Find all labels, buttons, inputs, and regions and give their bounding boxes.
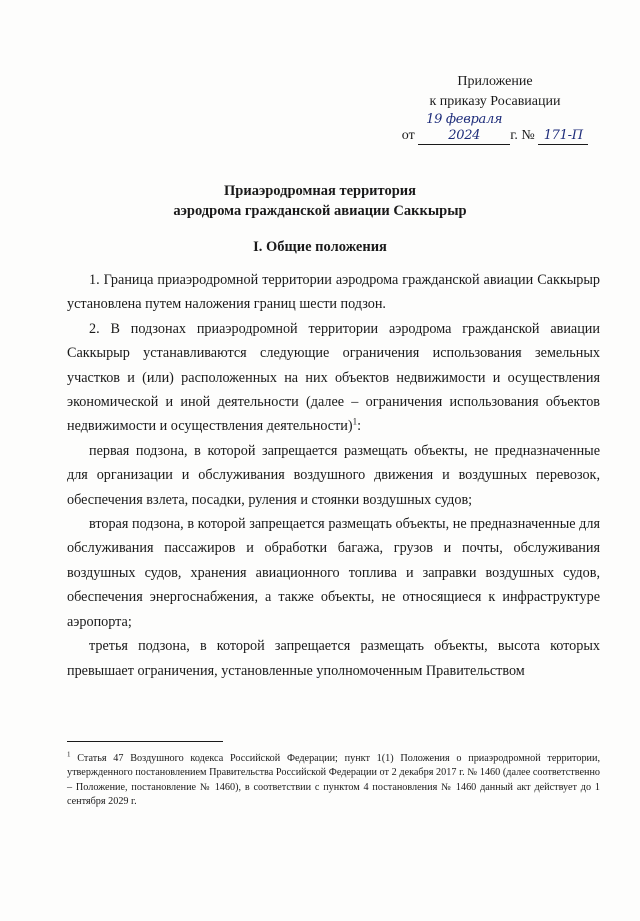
appendix-date-prefix: от	[401, 128, 415, 143]
paragraph-subzone-1: первая подзона, в которой запрещается размещать объекты, не предназначенные для организации и обслуживания воздушного движения и воздушных перевозок, обеспечения взлета, посадки, руления и стоянки воздушных судов;	[67, 442, 600, 508]
paragraph-subzone-2: вторая подзона, в которой запрещается размещать объекты, не предназначенные для обслуживания пассажиров и обработки багажа, грузов и почты, обслуживания воздушных судов, хранения авиационного топлива и заправки воздушных судов, обеспечения энергоснабжения, а также объекты, не относящиеся к инфраструктуре аэропорта;	[67, 516, 600, 630]
handwritten-number: 171-П	[543, 128, 583, 143]
title-line-2: аэродрома гражданской авиации Саккырыр	[173, 203, 467, 219]
paragraph-2	[67, 317, 600, 439]
appendix-date-number-line	[395, 112, 595, 146]
appendix-number-blank	[538, 128, 588, 145]
paragraph-subzone-3: третья подзона, в которой запрещается размещать объекты, высота которых превышает ограничения, установленные уполномоченным Правительством	[67, 638, 600, 679]
title-line-1: Приаэродромная территория	[224, 183, 416, 199]
document-body	[67, 268, 600, 683]
appendix-block	[395, 72, 595, 146]
section-heading: I. Общие положения	[253, 239, 387, 255]
footnote	[67, 752, 600, 809]
paragraph-1: 1. Граница приаэродромной территории аэродрома гражданской авиации Саккырыр установлена путем наложения границ шести подзон.	[67, 272, 600, 313]
handwritten-date: 19 февраля 2024	[426, 112, 503, 143]
paragraph-2-end: :	[357, 418, 362, 435]
appendix-number-prefix: г. №	[510, 128, 535, 143]
footnote-text: Статья 47 Воздушного кодекса Российской Федерации; пункт 1(1) Положения о приаэродромной территории, утвержденного постановлением Правительства Российской Федерации от 2 декабря 2017 г. № 1460 (далее соответственно – Положение, постановление № 1460), в соответствии с пунктом 4 постановления № 1460 данный акт действует до 1 сентября 2029 г.	[67, 753, 600, 807]
appendix-order-reference: к приказу Росавиации	[429, 94, 561, 109]
footnote-separator	[67, 741, 223, 742]
appendix-label: Приложение	[457, 74, 533, 89]
appendix-date-blank	[418, 112, 510, 145]
paragraph-2-text: 2. В подзонах приаэродромной территории аэродрома гражданской авиации Саккырыр устанавливаются следующие ограничения использования земельных участков и (или) расположенных на них объектов недвижимости и осуществления экономической и иной деятельности (далее – ограничения использования объектов недвижимости и осуществления деятельности)	[67, 320, 600, 435]
footnote-reference[interactable]: 1	[352, 416, 358, 427]
document-title	[0, 181, 640, 221]
footnote-marker: 1	[67, 750, 71, 759]
